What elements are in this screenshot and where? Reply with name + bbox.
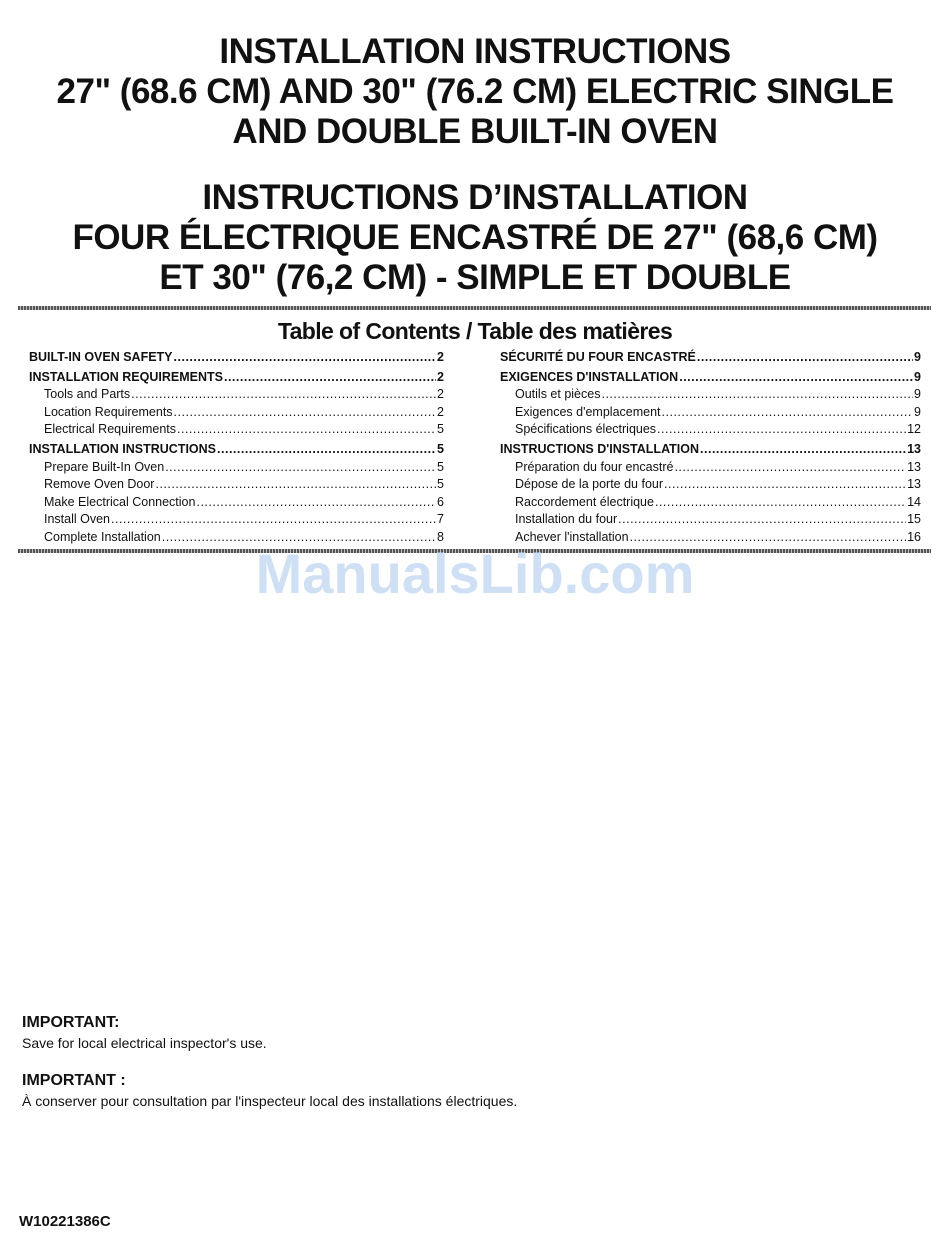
toc-sub-entry[interactable] — [500, 495, 921, 513]
toc-entry-page: 5 — [437, 477, 444, 492]
toc-entry-label: Location Requirements — [44, 404, 173, 419]
toc-entry-label: BUILT-IN OVEN SAFETY — [29, 350, 173, 364]
toc-sub-entry[interactable] — [29, 422, 444, 440]
toc-leader-dots — [601, 387, 913, 401]
toc-leader-dots — [111, 512, 436, 526]
toc-entry-page: 2 — [437, 387, 444, 402]
toc-leader-dots — [131, 387, 436, 401]
toc-leader-dots — [224, 370, 436, 384]
toc-section-entry[interactable] — [29, 370, 444, 388]
toc-leader-dots — [700, 442, 906, 456]
divider-top — [18, 306, 931, 310]
toc-sub-entry[interactable] — [29, 495, 444, 513]
toc-entry-label: Raccordement électrique — [515, 494, 654, 509]
toc-leader-dots — [664, 477, 906, 491]
toc-entry-label: Make Electrical Connection — [44, 494, 196, 509]
toc-column-french — [500, 350, 921, 548]
toc-sub-entry[interactable] — [29, 405, 444, 423]
title-line: 27" (68.6 CM) AND 30" (76.2 CM) ELECTRIC SINGLE — [56, 72, 894, 111]
toc-sub-entry[interactable] — [500, 405, 921, 423]
toc-entry-page: 9 — [914, 369, 921, 384]
toc-entry-page: 5 — [437, 459, 444, 474]
toc-leader-dots — [174, 405, 437, 419]
toc-entry-page: 9 — [914, 404, 921, 419]
title-line: INSTRUCTIONS D’INSTALLATION — [202, 178, 748, 217]
toc-entry-label: SÉCURITÉ DU FOUR ENCASTRÉ — [500, 350, 696, 364]
toc-leader-dots — [217, 442, 436, 456]
toc-entry-page: 15 — [907, 512, 921, 527]
toc-leader-dots — [174, 350, 437, 364]
document-number: W10221386C — [19, 1213, 111, 1230]
toc-entry-label: Exigences d'emplacement — [515, 404, 661, 419]
important-heading: IMPORTANT : — [22, 1072, 126, 1089]
toc-entry-page: 2 — [437, 350, 444, 364]
toc-entry-page: 5 — [437, 441, 444, 456]
toc-sub-entry[interactable] — [29, 477, 444, 495]
toc-sub-entry[interactable] — [500, 477, 921, 495]
toc-leader-dots — [165, 460, 436, 474]
toc-sub-entry[interactable] — [500, 422, 921, 440]
toc-entry-page: 14 — [907, 494, 921, 509]
title-english — [0, 32, 950, 152]
toc-leader-dots — [177, 422, 436, 436]
important-text: Save for local electrical inspector's use. — [22, 1035, 267, 1051]
toc-entry-label: Installation du four — [515, 512, 618, 527]
toc-entry-label: Electrical Requirements — [44, 422, 176, 437]
toc-entry-page: 13 — [907, 477, 921, 492]
toc-entry-page: 12 — [907, 422, 921, 437]
toc-entry-label: INSTRUCTIONS D'INSTALLATION — [500, 441, 700, 456]
toc-leader-dots — [155, 477, 436, 491]
toc-sub-entry[interactable] — [500, 512, 921, 530]
toc-entry-label: Prepare Built-In Oven — [44, 459, 165, 474]
toc-column-english — [29, 350, 444, 548]
toc-sub-entry[interactable] — [500, 387, 921, 405]
toc-entry-page: 9 — [914, 350, 921, 364]
toc-sub-entry[interactable] — [29, 387, 444, 405]
toc-entry-label: Tools and Parts — [44, 387, 131, 402]
toc-entry-label: INSTALLATION INSTRUCTIONS — [29, 441, 217, 456]
toc-entry-label: Spécifications électriques — [515, 422, 657, 437]
title-line: ET 30" (76,2 CM) - SIMPLE ET DOUBLE — [159, 258, 791, 297]
watermark: ManualsLib.com — [255, 542, 695, 605]
important-text: À conserver pour consultation par l'inspecteur local des installations électriques. — [22, 1093, 518, 1109]
toc-entry-label: Install Oven — [44, 512, 111, 527]
toc-entry-page: 13 — [907, 441, 921, 456]
title-line: FOUR ÉLECTRIQUE ENCASTRÉ DE 27" (68,6 CM) — [72, 218, 878, 257]
toc-entry-label: Achever l'installation — [515, 529, 629, 544]
toc-section-entry[interactable] — [29, 442, 444, 460]
toc-entry-page: 9 — [914, 387, 921, 402]
toc-entry-label: Remove Oven Door — [44, 477, 155, 492]
toc-entry-page: 6 — [437, 494, 444, 509]
toc-leader-dots — [657, 422, 906, 436]
toc-leader-dots — [618, 512, 906, 526]
toc-entry-label: EXIGENCES D'INSTALLATION — [500, 369, 679, 384]
toc-entry-label: Dépose de la porte du four — [515, 477, 664, 492]
toc-entry-page: 2 — [437, 369, 444, 384]
toc-sub-entry[interactable] — [29, 512, 444, 530]
toc-section-entry[interactable] — [500, 350, 921, 368]
title-french — [0, 178, 950, 298]
toc-entry-label: Complete Installation — [44, 529, 161, 544]
toc-leader-dots — [662, 405, 914, 419]
toc-entry-label: Préparation du four encastré — [515, 459, 674, 474]
toc-leader-dots — [697, 350, 913, 364]
title-line: AND DOUBLE BUILT-IN OVEN — [232, 112, 718, 151]
important-note-french — [22, 1072, 517, 1109]
toc-entry-page: 16 — [907, 529, 921, 544]
toc-entry-label: Outils et pièces — [515, 387, 601, 402]
title-line: INSTALLATION INSTRUCTIONS — [219, 32, 731, 71]
toc-leader-dots — [196, 495, 436, 509]
toc-section-entry[interactable] — [500, 370, 921, 388]
important-heading: IMPORTANT: — [22, 1014, 120, 1031]
toc-entry-label: INSTALLATION REQUIREMENTS — [29, 369, 223, 384]
toc-entry-page: 5 — [437, 422, 444, 437]
toc-heading: Table of Contents / Table des matières — [277, 318, 673, 344]
toc-sub-entry[interactable] — [500, 460, 921, 478]
important-note-english — [22, 1014, 267, 1051]
toc-section-entry[interactable] — [29, 350, 444, 368]
toc-leader-dots — [679, 370, 913, 384]
toc-entry-page: 13 — [907, 459, 921, 474]
toc-section-entry[interactable] — [500, 442, 921, 460]
toc-sub-entry[interactable] — [29, 460, 444, 478]
toc-entry-page: 8 — [437, 529, 444, 544]
toc-leader-dots — [655, 495, 906, 509]
toc-entry-page: 2 — [437, 404, 444, 419]
toc-entry-page: 7 — [437, 512, 444, 527]
toc-leader-dots — [674, 460, 906, 474]
